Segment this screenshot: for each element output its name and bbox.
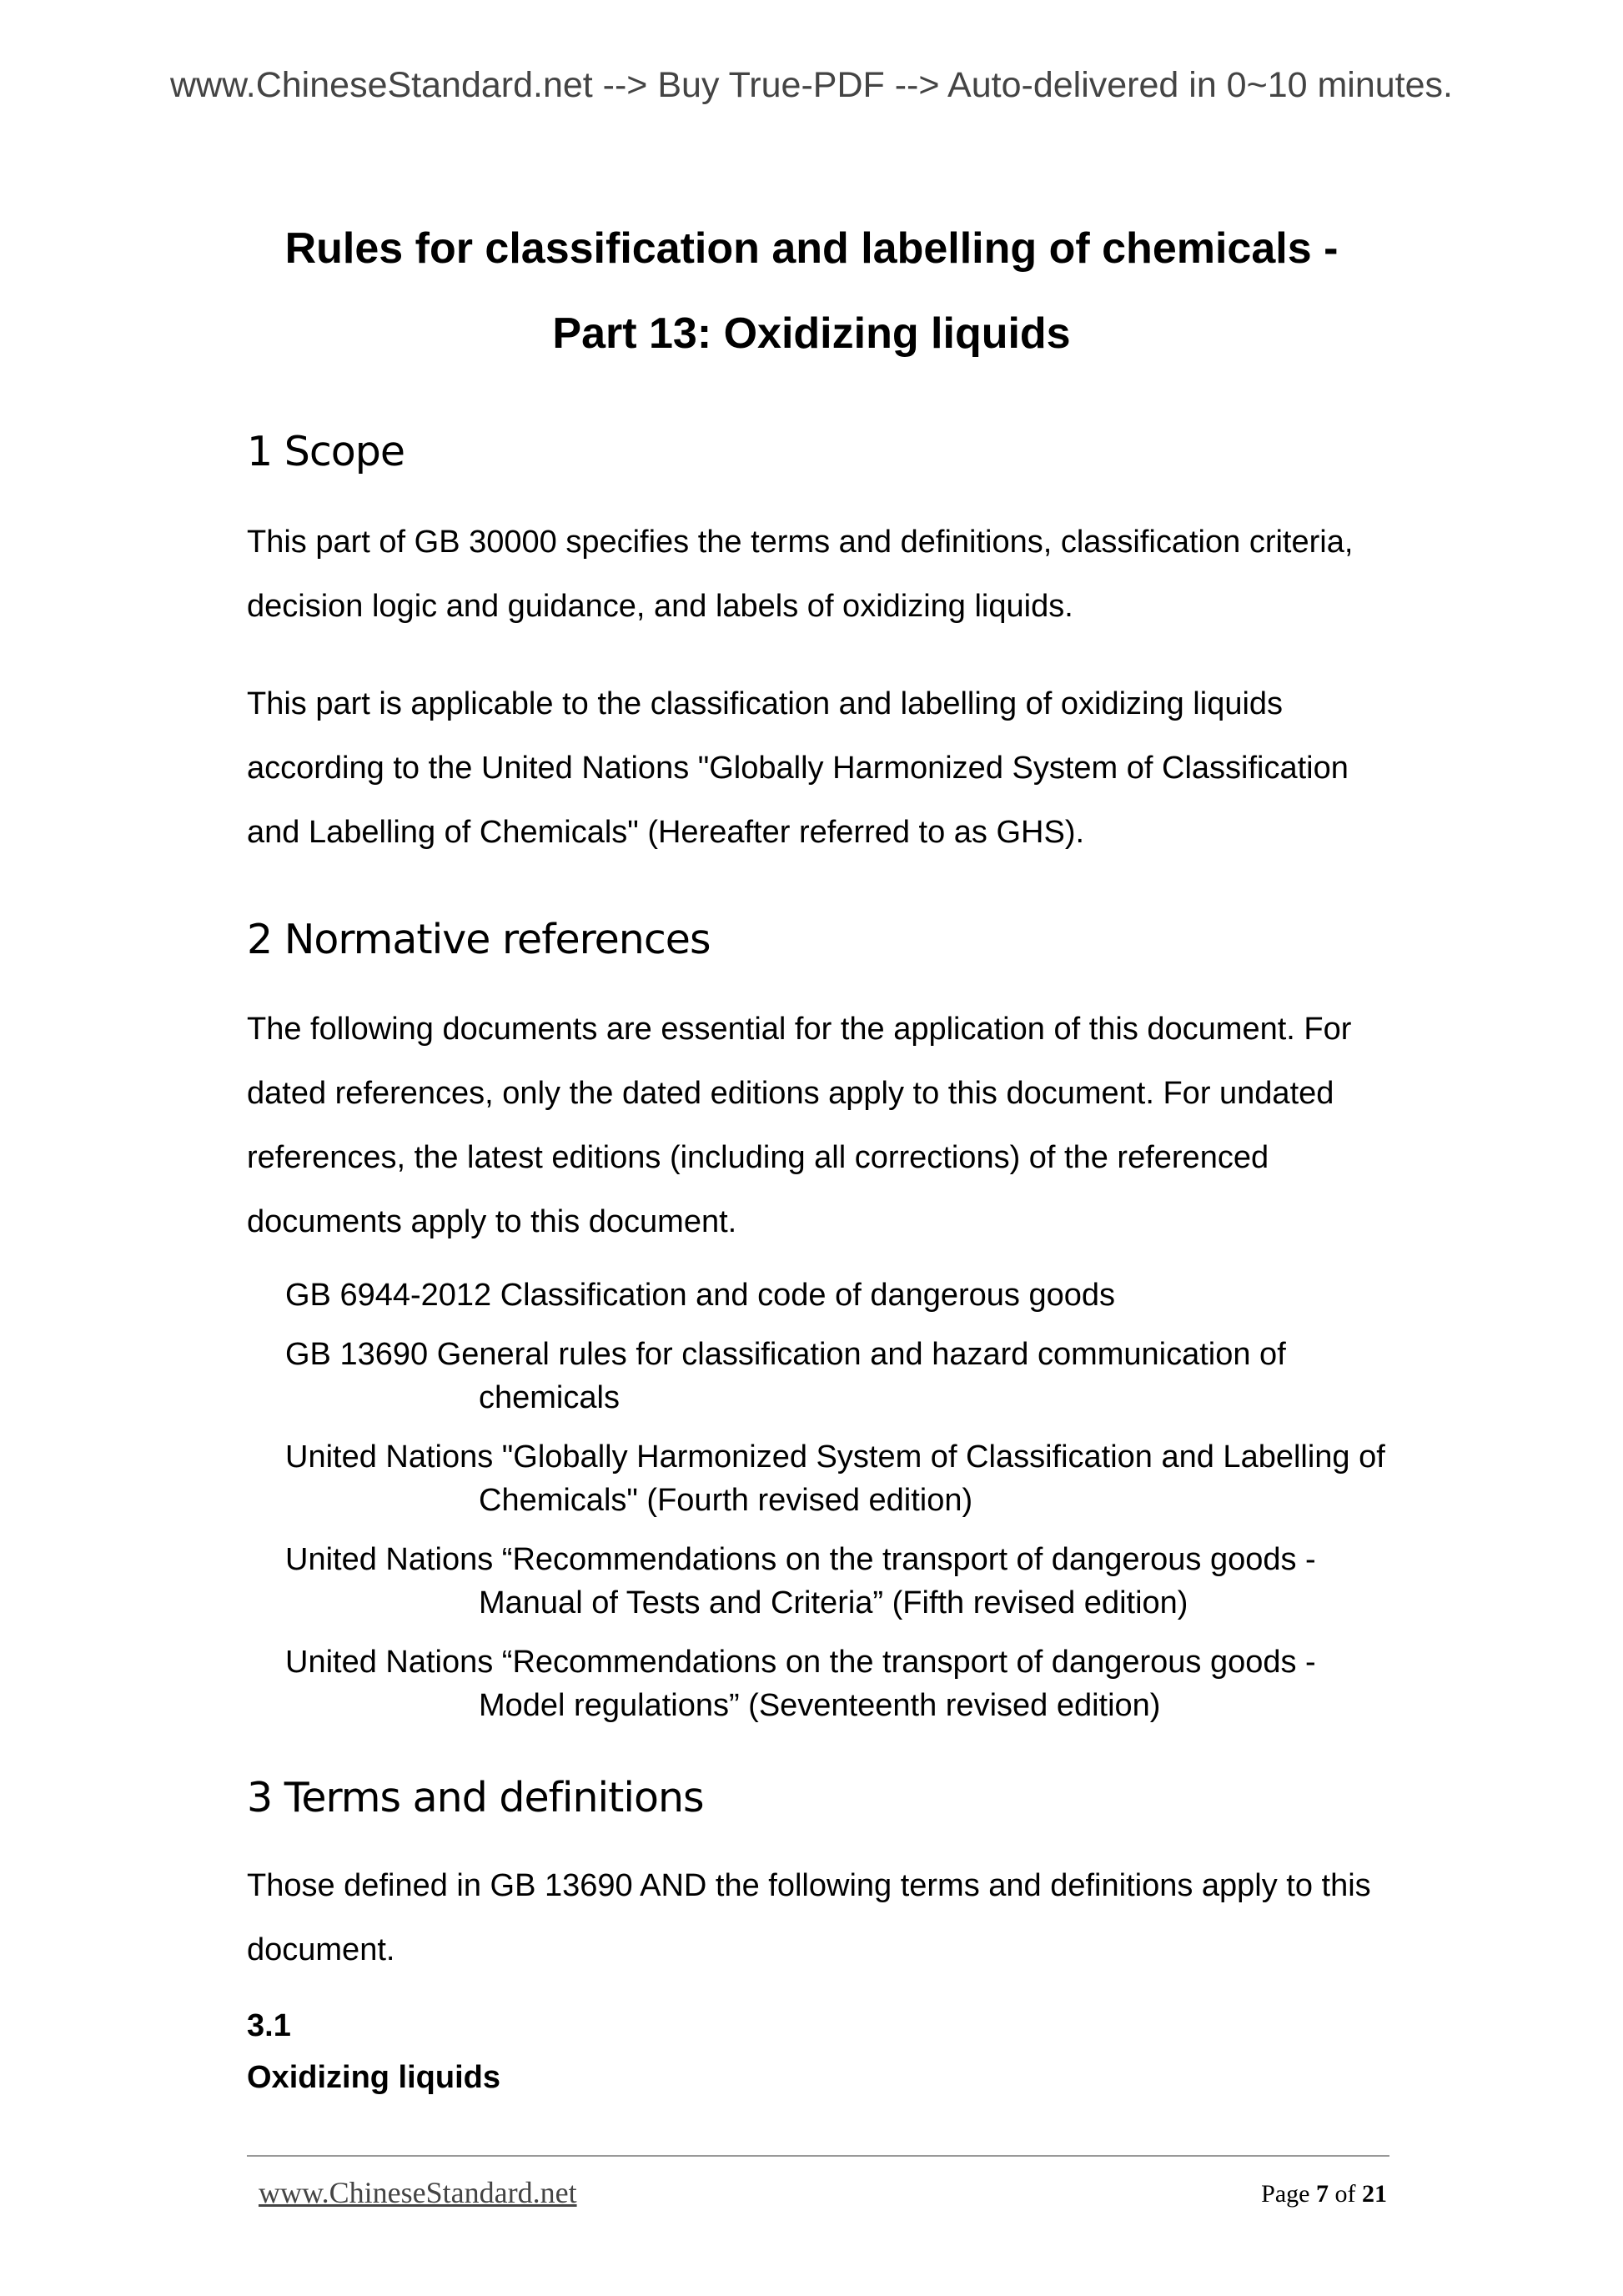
reference-item: United Nations “Recommendations on the transport of dangerous goods - Model regulations” (Seventeenth revised edition) xyxy=(285,1645,1316,1723)
page-total: 21 xyxy=(1362,2180,1387,2208)
page-indicator xyxy=(1261,2180,1387,2208)
section-heading-scope: 1 Scope xyxy=(247,428,405,475)
reference-list xyxy=(285,1274,1403,1743)
section-heading-normative-references: 2 Normative references xyxy=(247,916,711,963)
footer-divider xyxy=(247,2155,1389,2157)
reference-item: United Nations “Recommendations on the transport of dangerous goods - Manual of Tests and Criteria” (Fifth revised edition) xyxy=(285,1542,1316,1620)
terms-paragraph: Those defined in GB 13690 AND the following terms and definitions apply to this document. xyxy=(247,1868,1371,1967)
normative-references-paragraph: The following documents are essential for the application of this document. For dated references, only the dated editions apply to this document. For undated references, the latest editions (including all corrections) of the referenced documents apply to this document. xyxy=(247,1012,1352,1239)
reference-item: GB 13690 General rules for classification and hazard communication of chemicals xyxy=(285,1337,1286,1415)
page-label: Page xyxy=(1261,2180,1310,2208)
scope-paragraph-1: This part of GB 30000 specifies the terms and definitions, classification criteria, decision logic and guidance, and labels of oxidizing liquids. xyxy=(247,525,1354,624)
reference-item: GB 6944-2012 Classification and code of dangerous goods xyxy=(285,1278,1116,1313)
footer-site-link[interactable]: www.ChineseStandard.net xyxy=(259,2176,577,2209)
scope-paragraph-2: This part is applicable to the classification and labelling of oxidizing liquids according to the United Nations "Globally Harmonized System of Classification and Labelling of Chemicals" (Hereafter referred to as GHS). xyxy=(247,686,1349,850)
reference-item: United Nations "Globally Harmonized System of Classification and Labelling of Chemicals" (Fourth revised edition) xyxy=(285,1439,1385,1518)
page-of: of xyxy=(1334,2180,1356,2208)
page-current: 7 xyxy=(1316,2180,1329,2208)
clause-term: Oxidizing liquids xyxy=(247,2060,500,2095)
section-heading-terms-and-definitions: 3 Terms and definitions xyxy=(247,1774,704,1821)
document-title-line-2: Part 13: Oxidizing liquids xyxy=(552,309,1071,358)
document-title-line-1: Rules for classification and labelling of chemicals - xyxy=(284,224,1339,273)
top-banner: www.ChineseStandard.net --> Buy True-PDF --> Auto-delivered in 0~10 minutes. xyxy=(169,65,1453,105)
clause-number: 3.1 xyxy=(247,2008,291,2043)
